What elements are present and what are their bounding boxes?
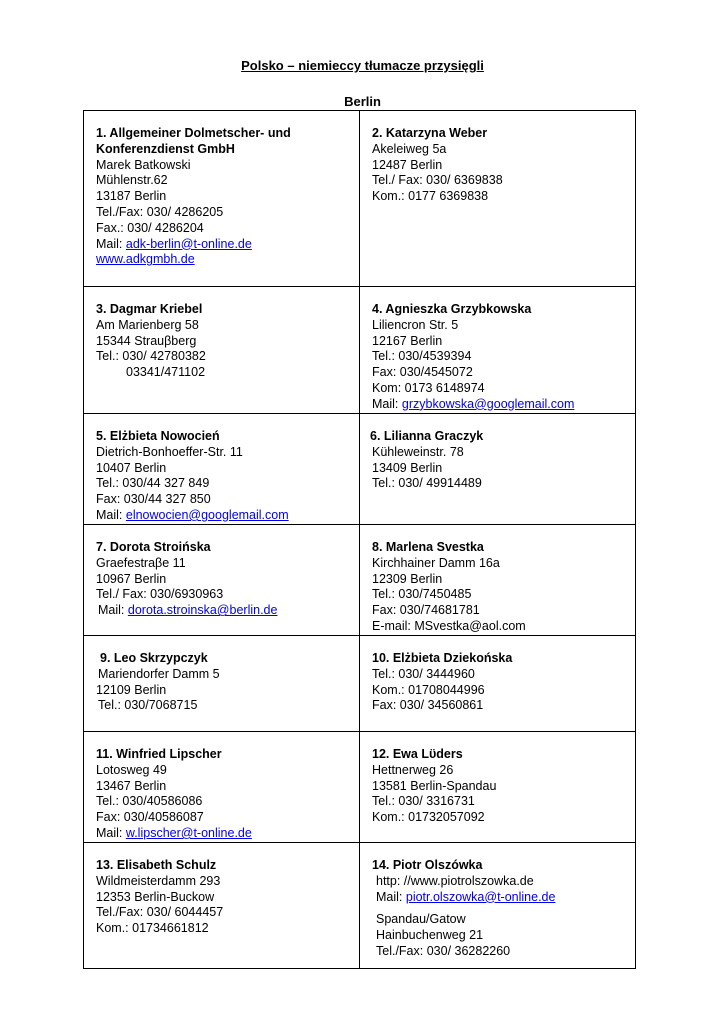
- translator-name: 5. Elżbieta Nowocień: [96, 429, 220, 443]
- translator-cell-3: [84, 287, 360, 414]
- table-row: [84, 111, 636, 287]
- tel: Tel.: 030/ 3316731: [372, 794, 475, 809]
- contact-person: Marek Batkowski: [96, 157, 191, 172]
- tel: Tel.: 030/ 3444960: [372, 666, 475, 681]
- mail-label: Mail:: [96, 825, 126, 840]
- fax: Fax: 030/44 327 850: [96, 492, 211, 507]
- table-row: [84, 843, 636, 969]
- translator-cell-12: [360, 732, 636, 843]
- street: Mühlenstr.62: [96, 173, 168, 188]
- fax: Fax.: 030/ 4286204: [96, 220, 204, 235]
- postal-city: 12109 Berlin: [96, 682, 167, 697]
- mobile: Kom: 0173 6148974: [372, 380, 485, 395]
- translator-name: 2. Katarzyna Weber: [372, 126, 488, 140]
- email-link[interactable]: piotr.olszowka@t-online.de: [405, 889, 556, 904]
- postal-city: 10407 Berlin: [96, 460, 167, 475]
- translator-cell-4: [360, 287, 636, 414]
- tel: Tel.: 030/7450485: [372, 587, 472, 602]
- street: Graefestraβe 11: [96, 555, 186, 570]
- translator-table: [83, 110, 636, 969]
- translator-name: 11. Winfried Lipscher: [96, 747, 222, 761]
- street: Lotosweg 49: [96, 762, 167, 777]
- translator-cell-1: [84, 111, 360, 287]
- translator-cell-10: [360, 636, 636, 732]
- tel: Tel.: 030/4539394: [372, 349, 472, 364]
- mail-label: Mail:: [376, 889, 406, 904]
- translator-cell-9: [84, 636, 360, 732]
- mail-label: Mail:: [96, 236, 126, 251]
- mail-line: [96, 826, 359, 842]
- fax: Fax: 030/ 34560861: [372, 698, 484, 713]
- street: Liliencron Str. 5: [372, 317, 459, 332]
- tel-fax: Tel./ Fax: 030/6930963: [96, 587, 224, 602]
- translator-name: 1. Allgemeiner Dolmetscher- und: [96, 126, 291, 140]
- translator-name: 14. Piotr Olszówka: [372, 858, 483, 872]
- mobile: Kom.: 01734661812: [96, 921, 209, 936]
- email-link[interactable]: w.lipscher@t-online.de: [125, 825, 252, 840]
- translator-cell-6: [360, 414, 636, 525]
- fax: Fax: 030/74681781: [372, 603, 480, 618]
- translator-cell-7: [84, 525, 360, 636]
- table-row: [84, 525, 636, 636]
- tel-fax: Tel./Fax: 030/ 6044457: [96, 905, 224, 920]
- website: http: //www.piotrolszowka.de: [376, 873, 534, 888]
- postal-city: 12487 Berlin: [372, 157, 443, 172]
- translator-name: 7. Dorota Stroińska: [96, 540, 211, 554]
- postal-city: 12167 Berlin: [372, 333, 443, 348]
- table-row: [84, 732, 636, 843]
- mail-line: [96, 603, 359, 619]
- translator-cell-8: [360, 525, 636, 636]
- postal-city: 12309 Berlin: [372, 571, 443, 586]
- tel-fax: Tel./Fax: 030/ 4286205: [96, 204, 224, 219]
- translator-name: 6. Lilianna Graczyk: [370, 429, 484, 443]
- translator-name: 4. Agnieszka Grzybkowska: [372, 302, 532, 316]
- tel-fax: Tel./ Fax: 030/ 6369838: [372, 173, 503, 188]
- street: Am Marienberg 58: [96, 317, 199, 332]
- street: Hainbuchenweg 21: [376, 928, 484, 943]
- translator-name: 10. Elżbieta Dziekońska: [372, 651, 513, 665]
- tel: Tel.: 030/ 42780382: [96, 349, 206, 364]
- street: Hettnerweg 26: [372, 762, 454, 777]
- fax: Fax: 030/4545072: [372, 365, 473, 380]
- web-line: [96, 252, 359, 268]
- mail-line: [96, 508, 359, 524]
- table-row: [84, 287, 636, 414]
- translator-name: 13. Elisabeth Schulz: [96, 858, 217, 872]
- mail-line: [96, 237, 359, 253]
- translator-name: 12. Ewa Lϋders: [372, 747, 463, 761]
- translator-name: 3. Dagmar Kriebel: [96, 302, 203, 316]
- postal-city: 13467 Berlin: [96, 778, 167, 793]
- translator-cell-13: [84, 843, 360, 969]
- mobile: Kom.: 0177 6369838: [372, 189, 489, 204]
- mail-label: Mail:: [98, 603, 128, 618]
- street: Wildmeisterdamm 293: [96, 873, 221, 888]
- city-heading: Berlin: [344, 94, 381, 109]
- email-link[interactable]: grzybkowska@googlemail.com: [401, 396, 575, 411]
- tel: Tel.: 030/40586086: [96, 794, 203, 809]
- translator-cell-2: [360, 111, 636, 287]
- postal-city: 12353 Berlin-Buckow: [96, 889, 215, 904]
- postal-city: 13409 Berlin: [372, 460, 443, 475]
- mail-line: [372, 397, 635, 413]
- translator-cell-14: [360, 843, 636, 969]
- email-link[interactable]: dorota.stroinska@berlin.de: [127, 603, 278, 618]
- postal-city: 13581 Berlin-Spandau: [372, 778, 497, 793]
- table-row: [84, 636, 636, 732]
- street: Dietrich-Bonhoeffer-Str. 11: [96, 444, 243, 459]
- mobile: Kom.: 01732057092: [372, 810, 485, 825]
- tel-secondary: 03341/471102: [126, 365, 206, 380]
- email: E-mail: MSvestka@aol.com: [372, 618, 526, 633]
- street: Akeleiweg 5a: [372, 141, 447, 156]
- street: Kirchhainer Damm 16a: [372, 555, 500, 570]
- mail-label: Mail:: [372, 396, 402, 411]
- mobile: Kom.: 01708044996: [372, 682, 485, 697]
- tel: Tel.: 030/44 327 849: [96, 476, 210, 491]
- email-link[interactable]: elnowocien@googlemail.com: [125, 507, 289, 522]
- page-title: Polsko – niemieccy tłumacze przysięgli: [241, 58, 484, 73]
- postal-city: 13187 Berlin: [96, 189, 167, 204]
- street: Kühleweinstr. 78: [372, 444, 464, 459]
- translator-name-cont: Konferenzdienst GmbH: [96, 141, 235, 156]
- tel: Tel.: 030/ 49914489: [372, 476, 482, 491]
- translator-name: 9. Leo Skrzypczyk: [100, 651, 208, 665]
- mail-line: [372, 890, 635, 906]
- email-link[interactable]: adk-berlin@t-online.de: [125, 236, 252, 251]
- website-link[interactable]: www.adkgmbh.de: [96, 252, 195, 267]
- translator-name: 8. Marlena Svestka: [372, 540, 484, 554]
- fax: Fax: 030/40586087: [96, 810, 204, 825]
- street: Mariendorfer Damm 5: [98, 666, 220, 681]
- tel: Tel.: 030/7068715: [98, 698, 198, 713]
- translator-cell-11: [84, 732, 360, 843]
- postal-city: 10967 Berlin: [96, 571, 167, 586]
- table-row: [84, 414, 636, 525]
- mail-label: Mail:: [96, 507, 126, 522]
- translator-cell-5: [84, 414, 360, 525]
- district: Spandau/Gatow: [376, 912, 466, 927]
- postal-city: 15344 Strauβberg: [96, 333, 197, 348]
- tel-fax: Tel./Fax: 030/ 36282260: [376, 943, 511, 958]
